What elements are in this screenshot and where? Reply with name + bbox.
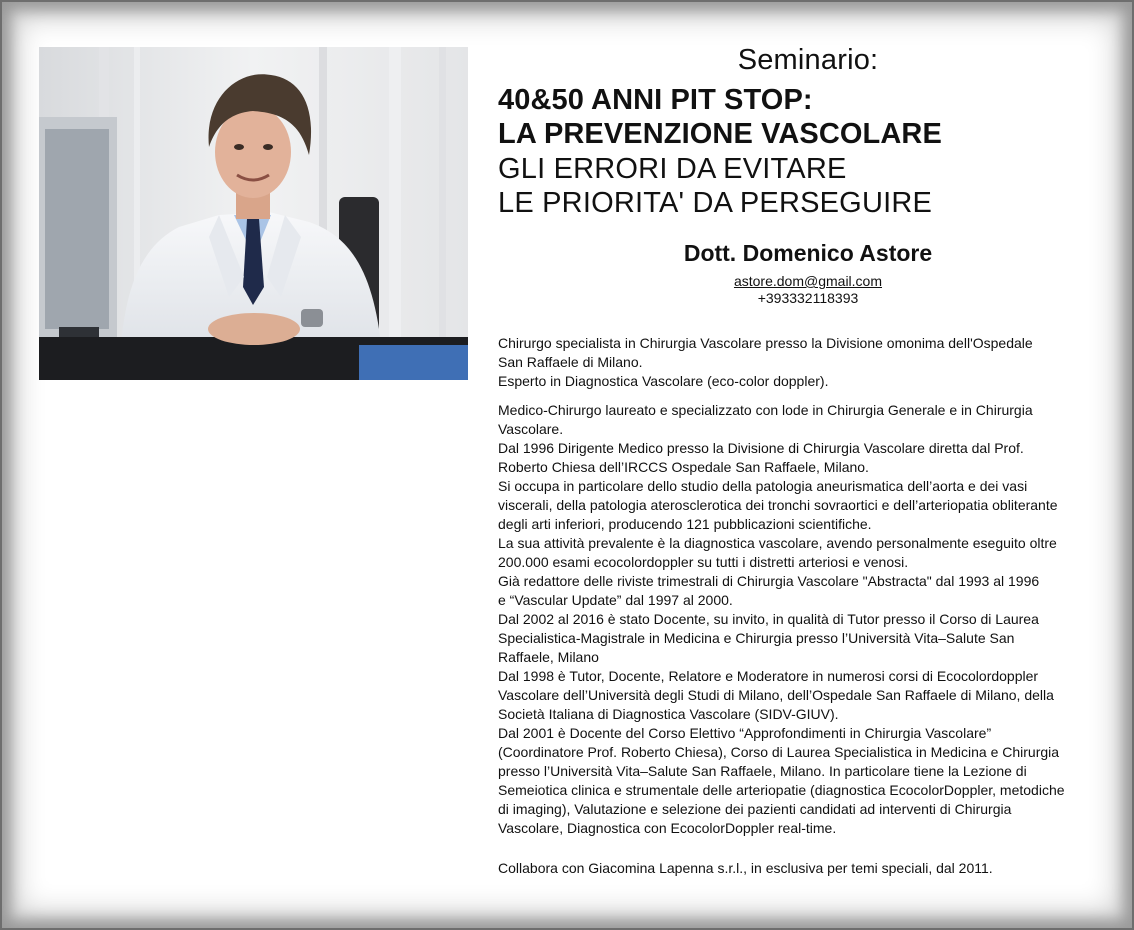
bio-line: Specialistica-Magistrale in Medicina e Chirurgia presso l’Università Vita–Salute San <box>498 630 1015 646</box>
speaker-name: Dott. Domenico Astore <box>683 240 933 266</box>
bio-line: Dal 2001 è Docente del Corso Elettivo “Approfondimenti in Chirurgia Vascolare” <box>498 725 992 741</box>
bio-line: Vascolare, Diagnostica con EcocolorDoppler real-time. <box>498 820 837 836</box>
bio-line: (Coordinatore Prof. Roberto Chiesa), Corso di Laurea Specialistica in Medicina e Chirurgia <box>498 744 1060 760</box>
bio-line: Semeiotica clinica e strumentale delle arteriopatie (diagnostica EcocolorDoppler, metodiche <box>498 782 1065 798</box>
seminar-title-line-2: LA PREVENZIONE VASCOLARE <box>498 118 942 150</box>
bio-collaboration: Collabora con Giacomina Lapenna s.r.l., in esclusiva per temi speciali, dal 2011. <box>498 860 993 876</box>
bio-line: Raffaele, Milano <box>498 649 599 665</box>
bio-line: Si occupa in particolare dello studio della patologia aneurismatica dell’aorta e dei vasi <box>498 478 1028 494</box>
bio-details <box>498 401 1118 838</box>
bio-line: Dal 1996 Dirigente Medico presso la Divisione di Chirurgia Vascolare diretta dal Prof. <box>498 440 1024 456</box>
speaker-phone: +393332118393 <box>757 290 859 306</box>
bio-line: Medico-Chirurgo laureato e specializzato con lode in Chirurgia Generale e in Chirurgia <box>498 402 1033 418</box>
seminar-label: Seminario: <box>737 44 879 76</box>
seminar-title-line-1: 40&50 ANNI PIT STOP: <box>498 84 813 116</box>
bio-line: e “Vascular Update” dal 1997 al 2000. <box>498 592 733 608</box>
bio-line: Già redattore delle riviste trimestrali di Chirurgia Vascolare "Abstracta" dal 1993 al 1996 <box>498 573 1040 589</box>
speaker-photo <box>39 47 468 380</box>
bio-line: presso l’Università Vita–Salute San Raffaele, Milano. In particolare tiene la Lezione di <box>498 763 1027 779</box>
bio-intro <box>498 334 1118 391</box>
seminar-subtitle-line-1: GLI ERRORI DA EVITARE <box>498 153 847 185</box>
bio-line: Chirurgo specialista in Chirurgia Vascolare presso la Divisione omonima dell'Ospedale <box>498 335 1033 351</box>
bio-line: Roberto Chiesa dell’IRCCS Ospedale San Raffaele, Milano. <box>498 459 869 475</box>
speaker-portrait-image <box>39 47 468 380</box>
speaker-email-link[interactable]: astore.dom@gmail.com <box>733 273 883 289</box>
bio-line: viscerali, della patologia aterosclerotica dei tronchi sovraortici e dell’arteriopatia obliterante <box>498 497 1058 513</box>
bio-line: degli arti inferiori, producendo 121 pubblicazioni scientifiche. <box>498 516 872 532</box>
bio-line: Dal 2002 al 2016 è stato Docente, su invito, in qualità di Tutor presso il Corso di Laurea <box>498 611 1039 627</box>
bio-line: La sua attività prevalente è la diagnostica vascolare, avendo personalmente eseguito oltre <box>498 535 1057 551</box>
bio-line: Esperto in Diagnostica Vascolare (eco-color doppler). <box>498 373 829 389</box>
bio-line: di imaging), Valutazione e selezione dei pazienti candidati ad interventi di Chirurgia <box>498 801 1012 817</box>
bio-line: Vascolare dell’Università degli Studi di Milano, dell’Ospedale San Raffaele di Milano, della <box>498 687 1054 703</box>
seminar-subtitle-line-2: LE PRIORITA' DA PERSEGUIRE <box>498 187 933 219</box>
bio-line: Dal 1998 è Tutor, Docente, Relatore e Moderatore in numerosi corsi di Ecocolordoppler <box>498 668 1039 684</box>
bio-line: Vascolare. <box>498 421 564 437</box>
bio-line: 200.000 esami ecocolordoppler su tutti i distretti arteriosi e venosi. <box>498 554 909 570</box>
bio-line: San Raffaele di Milano. <box>498 354 643 370</box>
bio-line: Società Italiana di Diagnostica Vascolare (SIDV-GIUV). <box>498 706 839 722</box>
